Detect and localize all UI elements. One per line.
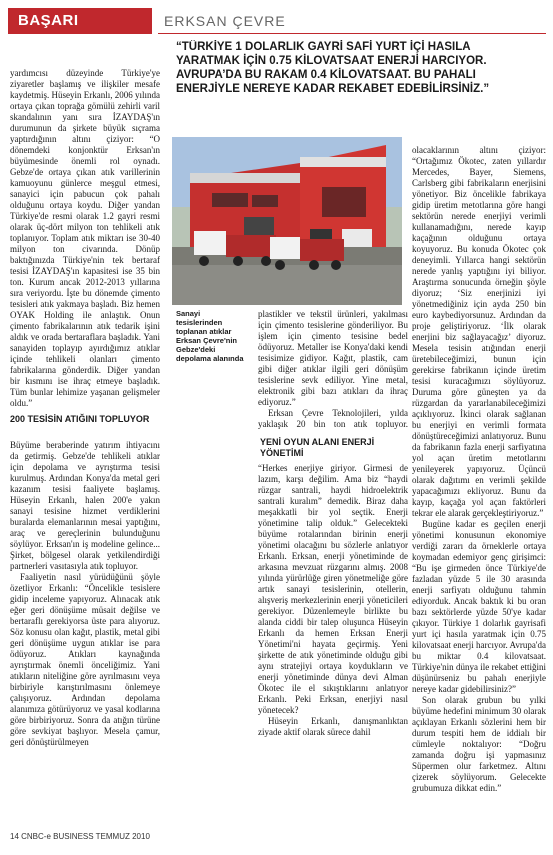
facility-photo: [172, 137, 402, 305]
pull-quote: “TÜRKİYE 1 DOLARLIK GAYRİ SAFİ YURT İÇİ HASILA YARATMAK İÇİN 0.75 KİLOVATSAAT ENERJİ HARCIYOR. AVRUPA’DA BU RAKAM 0.4 KİLOVATSAAT. BU PAHALI ENERJİYLE NEREYE KADAR REKABET EDEBİLİRSİNİZ.”: [176, 41, 490, 95]
column-2a-paragraph: Erksan Çevre Teknolojileri, yılda yaklaşık 20 bin ton atık topluyor.: [258, 408, 408, 429]
section-label: BAŞARI: [18, 12, 79, 29]
column-2a-paragraph: plastikler ve tekstil ürünleri, yakılması için çimento tesislerine gönderiliyor. Bu işlem için çimento tesisine bedel ödüyoruz. Metaller ise Konya'daki kendi tesisimize gidiyor. Kağıt, plastik, cam gibi diğer atıklar ilgili geri dönüşüm tesislerine sevk ediliyor. Yine metal, elektronik gibi bazı atıkları da ihraç ediyoruz.”: [258, 309, 408, 407]
facility-photo-illustration: [172, 137, 402, 305]
column-2a: [258, 309, 408, 429]
column-1b-paragraph: Büyüme beraberinde yatırım ihtiyacını da getirmiş. Gebze'de tehlikeli atıklar için depolama ve ayrıştırma tesisi kurulmuş. Ardından Konya'da metal geri kazanım tesisi faaliyete başlamış. Hüseyin Erkanlı, halen 200'e yakın sanayi tesisine hizmet verdiklerini buralarda elemanlarının mesai yaptığını, araç ve gereçlerinin bulunduğunu söylüyor. Erksan'ın iş modeline gelince... Şirket, bölgesel olarak yetkilendirdiği partnerleri vasıtasıyla atık topluyor.: [10, 440, 160, 571]
column-1-paragraph: yardımcısı düzeyinde Türkiye'ye ziyaretler başlamış ve ilişkiler mesafe kaydetmiş. Hüseyin Erkanlı, 2006 yılında ortaya çıkan toprağa gömülü zehirli varil skandalının yanı sıra İZAYDAŞ'ın durumunun da şirkete büyük sıçrama yaptırdığının altını çiziyor: “O dönemdeki konjonktür Erksan'ın büyümesinde önemli rol oynadı. Gebze'de ortaya çıkan atık varillerinin kamuoyunu günlerce meşgul etmesi, sanayici için pabucun çok pahalı olduğunu ortaya koydu. Diğer yandan Türkiye'de resmi olarak 1.2 gayri resmi olarak üç-dört milyon ton tehlikeli atık toplanıyor. Toplam atık miktarı ise 30-40 milyon ton civarında. Dönüp baktığınızda Türkiye'nin tek bertaraf tesisi İZAYDAŞ'ın kapasitesi ise 35 bin ton. Kurum ancak 2012-2013 yıllarına sıra veriyordu. İşte bu dönemde çimento tesisleri atık yakmaya başladı. Biz hemen OYAK Holding ile anlaştık. Onun çimento fabrikalarının atık tedarik işini aldık ve orada bertaraflara başladık. Yani sanayiden toplayıp ayırdığımız atıklar içinde tehlikeli olanları çimento fabrikalarına gönderdik. Diğer yandan bir kısmını ise ihraç etmeye başladık. Tüm bunlar lehimize yaşanan gelişmeler oldu.”: [10, 68, 160, 408]
subheading-energy-management: YENİ OYUN ALANI ENERJİ YÖNETİMİ: [260, 437, 375, 458]
column-3-paragraph: Bugüne kadar es geçilen enerji yönetimi konusunun ekonomiye verdiği zararı da örneklerle ortaya koymadan edemiyor genç girişimci: “Bu işe girmeden önce Türkiye'de fazladan yüzde 5 ile 30 arasında enerji sarfiyatı olduğunu tahmin ediyorduk. Ancak baktık ki bu oran bazı sektörlerde yüzde 50'ye kadar çıkıyor. Türkiye 1 dolarlık gayrisafi yurt içi hasıla yaratmak için 0.75 kilovatsaat enerji harcıyor. Avrupa'da bu miktar 0.4 kilovatsaat. Türkiye'nin dünya ile rekabet ettiğini düşünürseniz bu pahalı enerjiyle nereye kadar gidebilirsiniz?”: [412, 519, 546, 694]
photo-caption: Sanayi tesislerinden toplanan atıklar Erksan Çevre'nin Gebze'deki depolama alanında: [176, 309, 244, 363]
column-1: [10, 68, 160, 414]
section-label-box: [8, 8, 152, 34]
company-header: [158, 8, 546, 34]
page-header: [8, 8, 546, 34]
company-name: ERKSAN ÇEVRE: [164, 13, 286, 29]
subheading-waste-collection: 200 TESİSİN ATIĞINI TOPLUYOR: [10, 414, 150, 424]
column-1b: [10, 440, 160, 826]
page-footer: 14 CNBC-e BUSINESS TEMMUZ 2010: [10, 832, 150, 841]
column-2b: [258, 463, 408, 826]
column-3: [412, 145, 546, 825]
column-2b-paragraph: Hüseyin Erkanlı, danışmanlıktan ziyade aktif olarak sürece dahil: [258, 716, 408, 737]
column-3-paragraph: Son olarak grubun bu yılki büyüme hedefini minimum 30 olarak açıklayan Erkanlı sözlerini hem bir durum tespiti hem de iddialı bir cümleyle noktalıyor: “Doğru zamanda doğru işi yapmasınız Süpermen olur farketmez. Altını çizerek söylüyorum. Gelecekte grubumuza dikkat edin.”: [412, 695, 546, 793]
column-3-paragraph: olacaklarının altını çiziyor: “Ortağımız Ökotec, zaten yıllardır Mercedes, Bayer, Siemens, Carlsberg gibi fabrikaların enerjisini yönetiyor. Biz öncelikle fabrikaya gidip üretim metotlarına göre hangi sektörün nerede enerjiyi verimli kullanamadığını, nerede kayıp kaçağının olduğunu ortaya koyuyoruz. Bu konuda Ökotec çok deneyimli. Yıllarca hangi sektörün nerede yanlış yaptığını iyi biliyor. Araştırma sonucunda örneğin şöyle diyoruz; ‘Siz enerjinizi iyi yönetmediğiniz için ayda 250 bin euro kaybediyorsunuz. Ardından da proje geliştiriyoruz. ‘İlk olarak enerjini biz sağlayacağız’ diyoruz. Mesela tesisin atığından enerji üretebileceğimizi, bunun için gerekirse fabrikanın içinde üretim tesisi kuracağımızı söylüyoruz. Duruma göre güneşten ya da rüzgardan da yararlanabileceğimizi açıklıyoruz. İkinci olarak sağlanan bu enerjiyi en verimli formata dönüştüreceğimizi anlatıyoruz. Bunu da fabrikanın fazla enerji sarfiyatına yol açan üretim metotlarını yenileyerek yapıyoruz. Üçüncü olarak dağıtımı en verimli şekilde yapacağımızı ekliyoruz. Bunu da kayıp, kaçağa yol açan faktörleri tekrar ele alarak gerçekleştiriyoruz.”: [412, 145, 546, 518]
column-2b-paragraph: “Herkes enerjiye giriyor. Girmesi de lazım, karşı değilim. Ama biz “haydi rüzgar santrali, haydi hidroelektrik santrali kuralım” demedik. Biraz daha meşakkatli bir yol seçtik. Enerji yönetimine talip olduk.” Gelecekteki büyüme rotalarından birinin enerji yönetimi olacağını bu sözlerle anlatıyor Erkanlı. Erksan, enerji yönetiminde de arkasına mevzuat rüzgarını almış. 2008 yılında yürürlüğe giren yönetmeliğe göre artık sanayi tesislerinin, otellerin, alışveriş merkezlerinin enerji yöneticileri gerekiyor. Düzenlemeyle birlikte bu alanda ciddi bir talep oluşunca Hüseyin Erkanlı da hemen Erksan Enerji Yönetimi'ni hayata geçirmiş. Yeni şirkette de atık yönetiminde olduğu gibi aynı stratejiyi ortaya koydukların ve enerji yönetiminde dünya devi Alman Ökotec ile el sıkıştıklarını anlatıyor Erkanlı. Peki Erksan, enerjiyi nasıl yönetecek?: [258, 463, 408, 715]
column-1b-paragraph: Faaliyetin nasıl yürüdüğünü şöyle özetliyor Erkanlı: “Öncelikle tesislere gidip inceleme yapıyoruz. Alınacak atık eğer geri dönüşüme müsait değilse ve bertaraflı gerekiyorsa üste para alıyoruz. Söz konusu olan kağıt, plastik, metal gibi geri dönüşüme uygun atıklar ise para ödüyoruz. Atıkları kaynağında ayrıştırmak önemli önceliğimiz. Yani atıkların niteliğine göre ayrılmasını veya birbiriyle karıştırılmasını önlemeye çalışıyoruz. Ardından depolama alanımıza götürüyoruz ve yasal kodlarına göre birbiriyoruz. Sonra da atığın türüne göre sevkiyat başlıyor. Mesela çamur, geri dönüştürülmeyen: [10, 572, 160, 747]
